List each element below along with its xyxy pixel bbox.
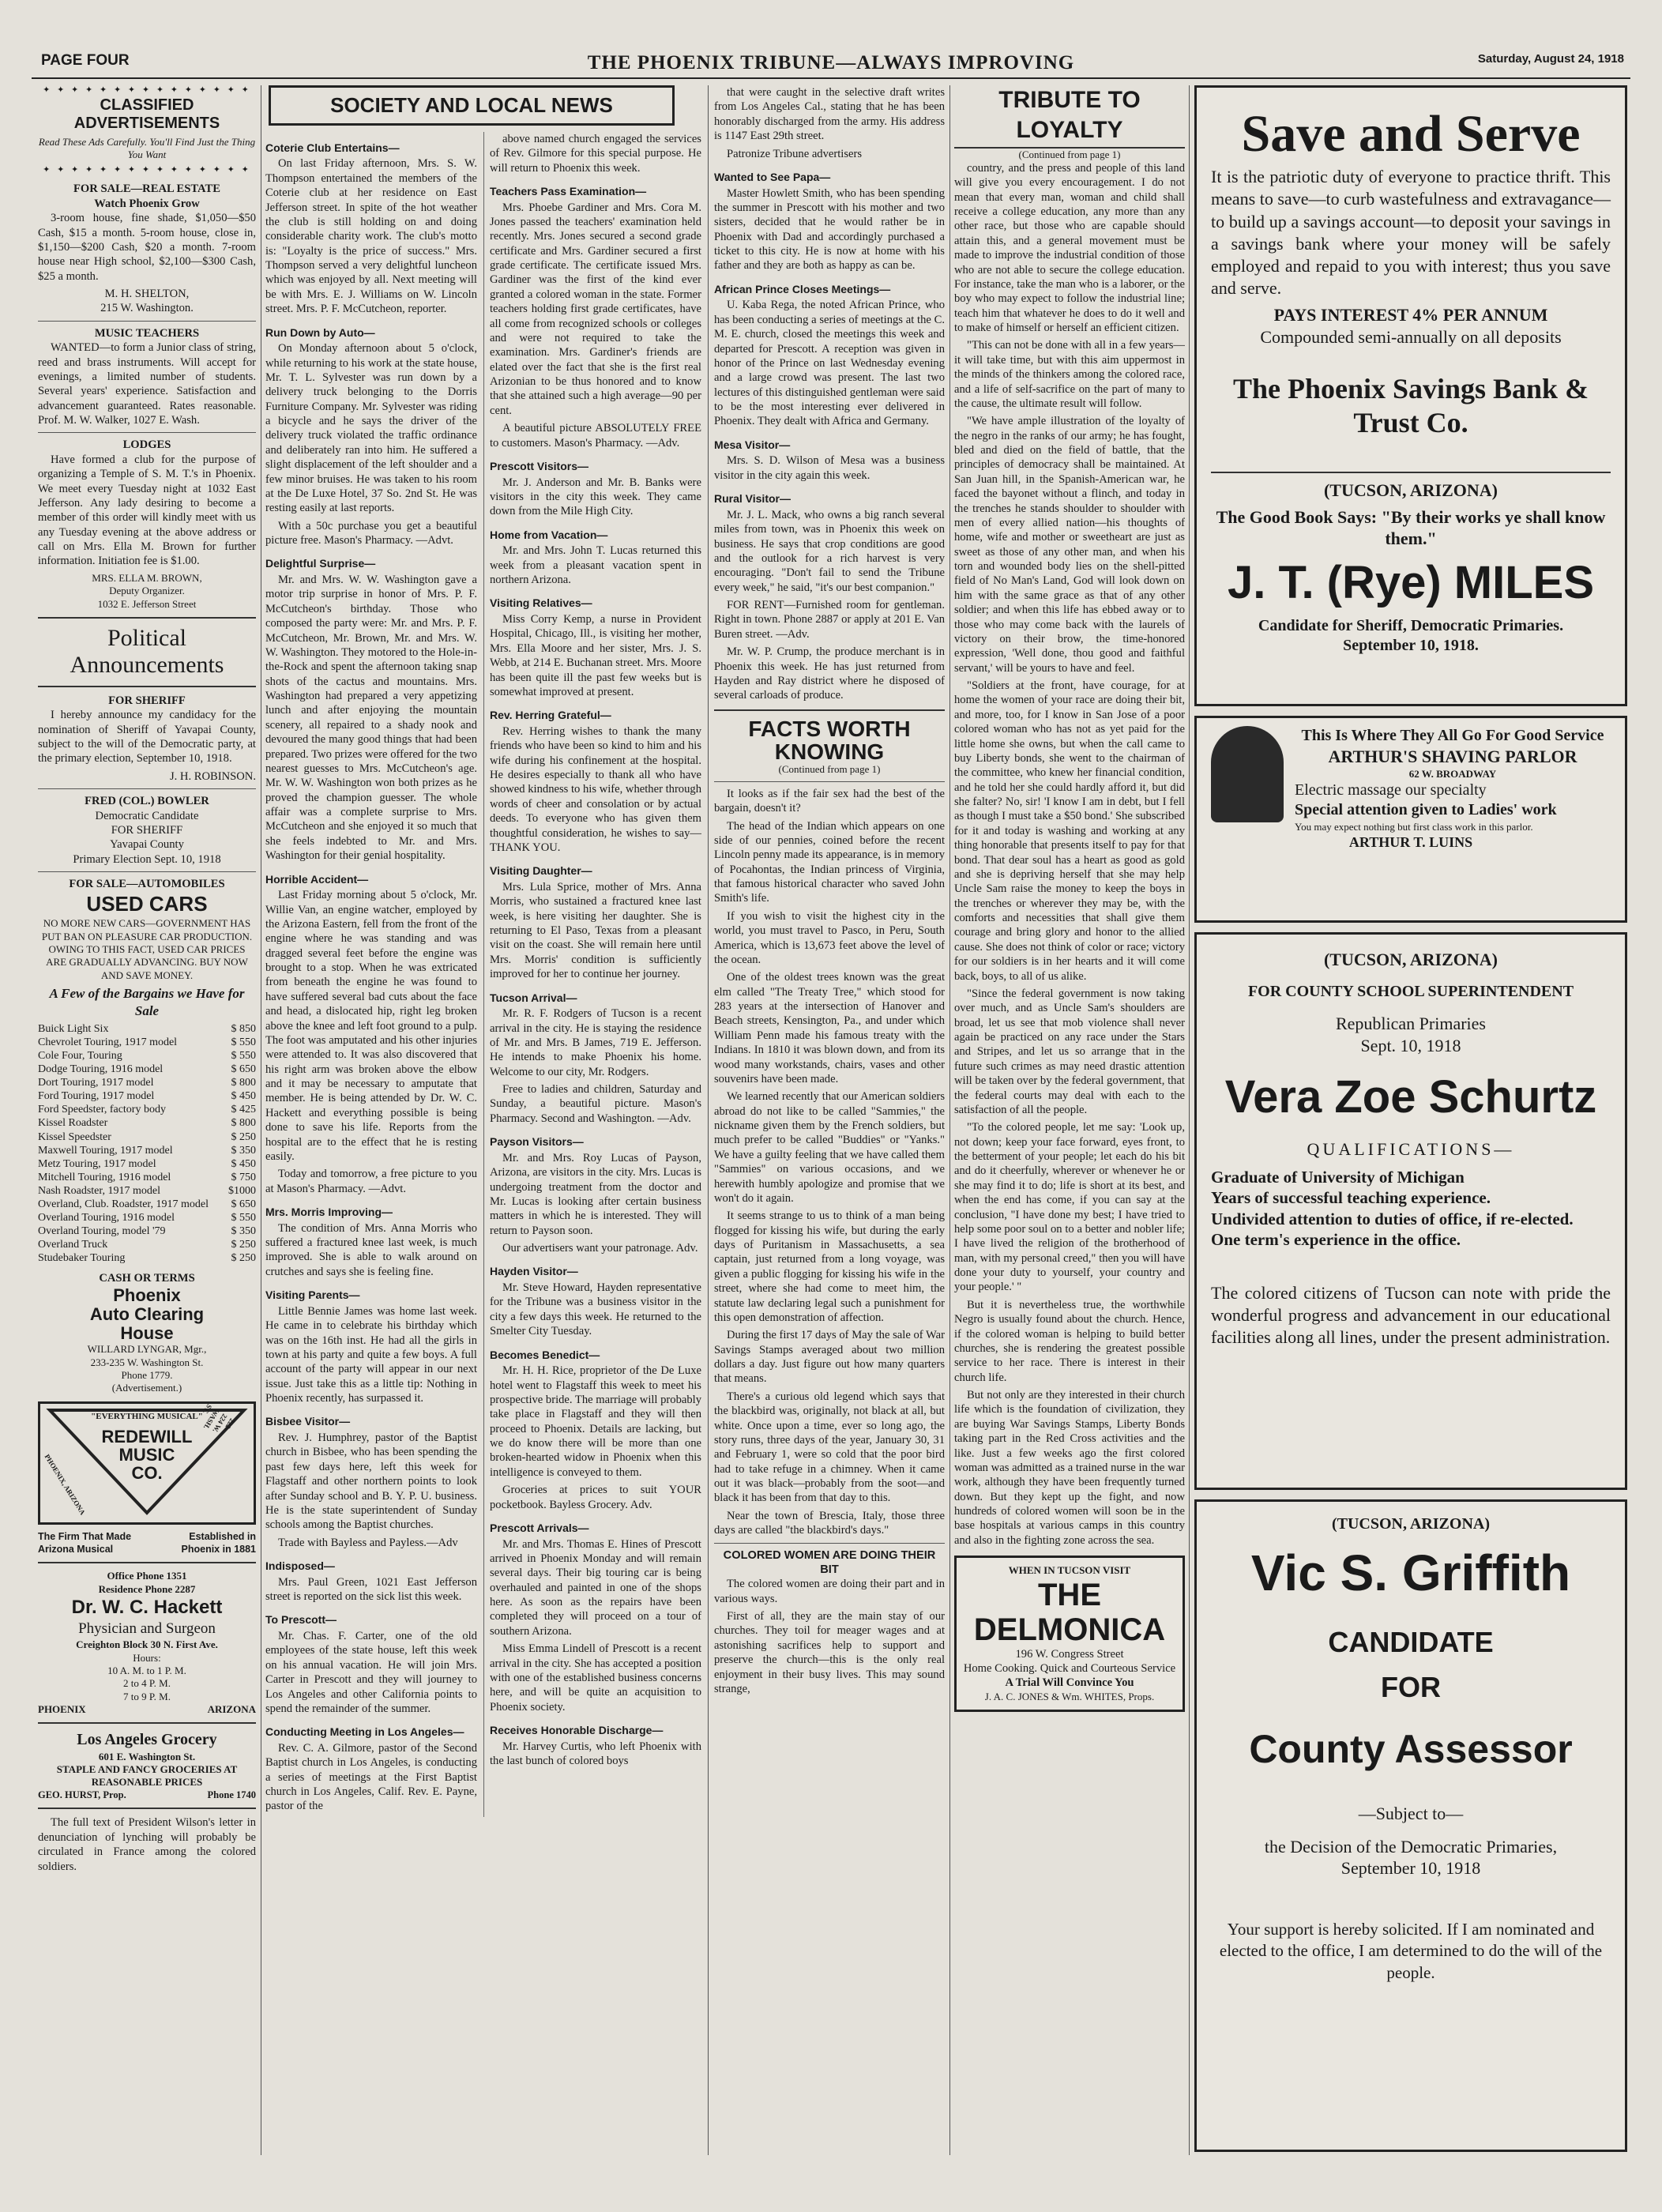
car-price: $ 250 [231,1239,256,1251]
car-name: Overland Touring, model '79 [38,1225,166,1238]
save-body: It is the patriotic duty of everyone to practice thrift. This means to save—to curb wastefulness and extravagance—to build up a savings account—to deposit your savings in a savings bank where your money will be safely employed and repaid to you with interest; thus you save and serve. [1211,167,1611,299]
delmonica-name: THE DELMONICA [973,1577,1166,1647]
society-headline: Visiting Parents— [265,1288,360,1302]
music-body: WANTED—to form a Junior class of string, reed and brass instruments. Will accept for evenings, a limited number of students. Several years' experience. Satisfaction and advancement guaranteed. Rates reasonable. Prof. M. W. Walker, 1027 E. Wash. [38,341,256,427]
fact-paragraph: During the first 17 days of May the sale of War Savings Stamps averaged about two million dollars a day. Just figure out how many quarters that means. [714,1329,945,1386]
vera-q: Graduate of University of Michigan [1211,1167,1465,1187]
bowler-line: FRED (COL.) BOWLER [85,795,209,808]
society-paragraph: Mr. J. Anderson and Mr. B. Banks were visitors in the city this week. They came down from the Mile High City. [490,476,701,518]
newspaper-title: THE PHOENIX TRIBUNE—ALWAYS IMPROVING [587,52,1075,73]
redewill-right: 222-224 W. WASH. ST. [201,1402,236,1434]
delmonica-ad [954,1556,1185,1712]
news-paragraph: U. Kaba Rega, the noted African Prince, who has been conducting a series of meetings at the C. M. E. church, closed the meetings this week and departed for Prescott. A reception was given in honor of the Prince on last Wednesday evening and a large crowd was present. The last two lectures of this distinguished gentleman were said to be the most interesting ever delivered in Phoenix. They dealt with Africa and Germany. [714,299,945,428]
realestate-sub: Watch Phoenix Grow [94,197,200,210]
society-headline: Bisbee Visitor— [265,1415,351,1428]
society-paragraph: Mrs. Lula Sprice, mother of Mrs. Anna Morris, who sustained a fractured knee last week, is here visiting her daughter. She is returning to El Paso, Texas from a pleasant visit on the coast. She will remain here until Mrs. Morris' condition is sufficiently improved for her to continue her journey. [490,880,701,981]
hackett-phone: Office Phone 1351 [107,1570,187,1582]
masthead [32,49,1630,79]
hackett-phone: Residence Phone 2287 [98,1582,196,1595]
car-row [38,1063,256,1076]
tribute-paragraph: "To the colored people, let me say: 'Look up, not down; keep your face forward, eyes front, to the betterment of your people; let each do his bit and do it cheerfully, wherever or whenever he or she may find it to do; life is short at its best, and when the end has come, if you can say at the conclusion, "I have done my best; I have tried to help some poor soul on to a better and nobler life; I have lived the religion of the brotherhood of man, with my personal creed," then you will have done your duty to yourself, your country and your people.' " [954,1121,1185,1294]
news-headline: African Prince Closes Meetings— [714,282,891,295]
tribute-title: TRIBUTE TO LOYALTY [954,85,1185,149]
car-price: $ 650 [231,1063,256,1076]
save-title: Save and Serve [1241,105,1581,163]
autos-head: FOR SALE—AUTOMOBILES [69,878,225,891]
society-paragraph: Last Friday morning about 5 o'clock, Mr. Willie Van, an engine watcher, employed by the Arizona Eastern, fell from the front of the engine where he was standing and was dragged several feet before the engine was brought to a stop. When he was extricated from beneath the engine he was found to have suffered several bad cuts about the face and head, a dislocated hip, right leg broken above the knee and left foot ground to a pulp. The foot was amputated and his other injuries were attended to. It was also discovered that his right arm was broken above the elbow and it may be necessary to amputate that member. He is being attended by Dr. W. C. Hackett and everything possible is being done to save his life. Reports from the hospital are to the effect that he is resting easily. [265,889,477,1163]
lodges-sign: 1032 E. Jefferson Street [97,597,197,610]
clearing-phone: Phone 1779. [121,1369,173,1381]
society-headline: Mrs. Morris Improving— [265,1206,393,1218]
car-name: Dort Touring, 1917 model [38,1077,154,1089]
news-headline: Wanted to See Papa— [714,170,831,183]
vera-party: Republican Primaries [1335,1013,1486,1033]
society-paragraph: Rev. Herring wishes to thank the many friends who have been so kind to him and his wife during his confinement at the hospital. He desires especially to thank all who have showed kindness to his wife, whether through words of cheer and consolation or by actual deeds. To everyone who has given them thoughtful consideration, he wishes to say—THANK YOU. [490,724,701,854]
car-price: $ 350 [231,1144,256,1157]
lodges-head: LODGES [122,438,171,452]
society-paragraph: Mr. Chas. F. Carter, one of the old employees of the state house, left this week on his annual vacation. He will join Mrs. Carter in Prescott and they will journey to Los Angeles and other California points to spend the remainder of the summer. [265,1630,477,1715]
news-paragraph: Master Howlett Smith, who has been spending the summer in Prescott with his mother and two sisters, decided that he would rather be in Phoenix with Dad and accordingly purchased a ticket to this city. He is now at home with his father and they are both as happy as can be. [714,186,945,273]
car-row [38,1224,256,1238]
fact-paragraph: One of the oldest trees known was the great elm called "The Treaty Tree," which stood for 283 years at the intersection of Hanover and Beach streets, Kensington, Pa., and under which William Penn made his famous treaty with the Indians. In 1810 it was blown down, and from its wood many workstands, chairs, vases and other souvenirs have been made. [714,971,945,1085]
vic-support: Your support is hereby solicited. If I am nominated and elected to the office, I am determined to do the will of the people. [1219,1920,1603,1982]
society-paragraph: Mr. and Mrs. John T. Lucas returned this week from a pleasant vacation spent in northern Arizona. [490,544,701,586]
women-article [714,1577,945,1696]
grocery-addr: 601 E. Washington St. [98,1750,196,1762]
women-paragraph: First of all, they are the main stay of our churches. They toil for meager wages and at astonishing sacrifices help to support and preserve the church—this is the only real enjoyment in their busy lives. This may sound strange, [714,1610,945,1695]
arthur-line: You may expect nothing but first class work in this parlor. [1295,820,1533,833]
redewill-est: Established in Phoenix in 1881 [181,1530,256,1555]
society-headline: Payson Visitors— [490,1135,584,1149]
fact-paragraph: We learned recently that our American soldiers abroad do not like to be called "Sammies," the nickname given them by the French soldiers, but much prefer to be called "Buddies" or "Yanks." We have a guilty feeling that we have called them "Sammies" on various occasions, and we herewith humbly apologize and promise that we won't do it again. [714,1090,945,1205]
realestate-sign: 215 W. Washington. [100,302,194,315]
bowler-line: Yavapai County [110,838,184,852]
bowler-line: FOR SHERIFF [111,823,183,837]
news-items [714,85,945,703]
society-paragraph: Mr. Steve Howard, Hayden representative for the Tribune was a business visitor in the city a few days this week. He returned to the Smelter City Tuesday. [490,1281,701,1338]
society-paragraph: Rev. J. Humphrey, pastor of the Baptist church in Bisbee, who has been spending the past few days here, left this week for Flagstaff and other northern points to look after Sunday school and B. Y. P. U. business. He is the state superintendent of Sunday schools among the Baptist churches. [265,1431,477,1532]
clearing-adv: (Advertisement.) [111,1382,182,1394]
society-headline: Conducting Meeting in Los Angeles— [265,1725,464,1739]
delmonica-addr: 196 W. Congress Street [1015,1647,1124,1661]
society-paragraph: Mr. and Mrs. Roy Lucas of Payson, Arizona, are visitors in the city. Mrs. Lucas is undergoing treatment from the doctor and Mr. Lucas is looking after certain business matters in which he is interested. They will return to Payson soon. [490,1151,701,1237]
car-price-list [38,1022,256,1265]
news-paragraph: Mr. W. P. Crump, the produce merchant is in Phoenix this week. He has just returned from Hayden and Ray district where he disposed of several carloads of produce. [714,645,945,702]
vera-q: Years of successful teaching experience. [1211,1188,1491,1208]
classified-title: CLASSIFIED ADVERTISEMENTS [73,96,220,132]
car-price: $ 250 [231,1252,256,1265]
women-paragraph: The colored women are doing their part and in various ways. [714,1578,945,1605]
car-price: $ 750 [231,1171,256,1183]
car-name: Kissel Speedster [38,1130,111,1143]
car-price: $ 250 [231,1130,256,1143]
society-left-column [265,132,477,1817]
redewill-firm: The Firm That Made Arizona Musical [38,1530,132,1555]
delmonica-when: WHEN IN TUCSON VISIT [1008,1564,1131,1577]
miles-date: September 10, 1918. [1343,637,1479,655]
clearing-name: Phoenix [113,1285,181,1305]
column-news [714,85,945,2155]
society-paragraph: A beautiful picture ABSOLUTELY FREE to customers. Mason's Pharmacy. —Adv. [490,422,701,450]
car-row [38,1130,256,1144]
arthur-sign: ARTHUR T. LUINS [1348,834,1473,851]
clearing-name: House [120,1323,174,1344]
column-society [265,85,701,2155]
delmonica-props: J. A. C. JONES & Wm. WHITES, Props. [984,1690,1155,1702]
delmonica-tag: Home Cooking. Quick and Courteous Service [963,1661,1176,1675]
column-rule [949,85,950,2155]
column-classifieds [38,85,256,2155]
vic-decision: the Decision of the Democratic Primaries, September 10, 1918 [1264,1836,1558,1879]
society-headline: To Prescott— [265,1613,337,1627]
vic-name: Vic S. Griffith [1250,1544,1571,1602]
car-row [38,1049,256,1063]
car-name: Buick Light Six [38,1022,109,1035]
column-ads [1194,85,1627,2155]
society-headline: Becomes Benedict— [490,1348,600,1361]
car-price: $ 800 [231,1117,256,1130]
car-row [38,1103,256,1116]
society-paragraph: Today and tomorrow, a free picture to you at Mason's Pharmacy. —Advt. [265,1168,477,1195]
tribute-sub: (Continued from page 1) [1018,148,1121,160]
society-paragraph: above named church engaged the services of Rev. Gilmore for this special purpose. He will return to Phoenix this week. [490,132,701,175]
society-paragraph: Our advertisers want your patronage. Adv. [502,1242,698,1255]
society-paragraph: The condition of Mrs. Anna Morris who suffered a fractured knee last week, is much improved. She is able to walk around on crutches and says she is feeling fine. [265,1221,477,1278]
usedcars-title: USED CARS [86,892,208,916]
news-paragraph: Mrs. S. D. Wilson of Mesa was a business visitor in the city again this week. [714,454,945,482]
tribute-paragraph: "We have ample illustration of the loyalty of the negro in the ranks of our army; he has fought, bled and died on the field of battle, that the principles of democracy shall be maintained. At San Juan hill, in the Spanish-American war, he faced the bayonet without a flinch, and today in the trenches he stands shoulder to shoulder with men of every allied nation—his thoughts of home, wife and mother or sweetheart are just as sweet as those of any other man, and when his torn and wounded body lies on the shell-pitted field of No Man's Land, God will look down on him with the same grace as that of any other soldier; and when this life has ebbed away or to those who may come back with the laurels of victory on their brow, the time-honored expression, 'Well done, thou good and faithful servant,' will be yours to have and feel. [954,415,1185,675]
car-row [38,1198,256,1211]
save-comp: Compounded semi-annually on all deposits [1260,326,1562,347]
hackett-state: ARIZONA [207,1703,256,1716]
grocery-name: Los Angeles Grocery [77,1731,217,1749]
car-row [38,1089,256,1103]
society-paragraph: Groceries at prices to suit YOUR pocketbook. Bayless Grocery. Adv. [490,1484,701,1511]
grocery-phone: Phone 1740 [207,1789,256,1800]
grocery-line: STAPLE AND FANCY GROCERIES AT REASONABLE PRICES [56,1762,238,1789]
column-rule [708,85,709,2155]
car-name: Kissel Roadster [38,1117,108,1130]
vera-q: One term's experience in the office. [1211,1230,1461,1250]
clearing-mgr: WILLARD LYNGAR, Mgr., [87,1343,207,1356]
news-paragraph: Mr. J. L. Mack, who owns a big ranch several miles from town, was in Phoenix this week on business. He says that crop conditions are good and the outlook for a rich harvest is very encouraging. "Don't fail to send the Tribune every week," he said, "it's our best companion." [714,508,945,594]
save-interest: PAYS INTEREST 4% PER ANNUM [1273,305,1548,325]
vera-qual: QUALIFICATIONS— [1307,1139,1515,1160]
society-paragraph: Rev. C. A. Gilmore, pastor of the Second Baptist church in Los Angeles, is conducting a series of meetings at the First Baptist church in Los Angeles, Calif. Rev. E. Payne, pastor of the [265,1741,477,1813]
society-headline: Horrible Accident— [265,872,369,886]
vera-pride: The colored citizens of Tucson can note with pride the wonderful progress and advancement in our educational facilities along all lines, under the present administration. [1211,1282,1611,1347]
car-name: Chevrolet Touring, 1917 model [38,1036,178,1048]
society-paragraph: Miss Corry Kemp, a nurse in Provident Hospital, Chicago, Ill., is visiting her mother, Mrs. Ella Moore and her sister, Mrs. J. S. Webb, at 214 E. Buchanan street. Mrs. Moore has been quite ill the past few weeks but is somewhat improved at present. [490,613,701,698]
vera-schurtz-ad [1194,932,1627,1490]
car-price: $ 450 [231,1157,256,1170]
miles-loc: (TUCSON, ARIZONA) [1323,480,1498,501]
redewill-top: "EVERYTHING MUSICAL" [91,1411,203,1421]
arthur-head: This Is Where They All Go For Good Service [1301,727,1604,744]
car-name: Cole Four, Touring [38,1050,122,1063]
redewill-name: MUSIC [118,1444,175,1465]
lodges-sign: Deputy Organizer. [109,585,185,597]
news-paragraph: that were caught in the selective draft writes from Los Angeles Cal., stating that he has been honorably discharged from the army. His address is 1147 East 29th street. [714,86,945,143]
car-name: Metz Touring, 1917 model [38,1157,156,1170]
vic-office: County Assessor [1249,1726,1573,1771]
arthur-addr: 62 W. BROADWAY [1408,767,1497,780]
car-price: $ 550 [231,1050,256,1063]
vera-loc: (TUCSON, ARIZONA) [1323,950,1498,969]
car-row [38,1251,256,1265]
car-name: Overland, Club. Roadster, 1917 model [38,1198,209,1210]
vic-subject: —Subject to— [1358,1803,1464,1823]
news-paragraph: Patronize Tribune advertisers [727,147,863,160]
grocery-prop: GEO. HURST, Prop. [38,1789,126,1800]
bowler-line: Primary Election Sept. 10, 1918 [73,852,221,866]
arthur-name: ARTHUR'S SHAVING PARLOR [1328,747,1577,767]
society-headline: Run Down by Auto— [265,325,375,339]
car-price: $ 350 [231,1225,256,1238]
car-name: Studebaker Touring [38,1252,126,1265]
society-paragraph: Mrs. Paul Green, 1021 East Jefferson street is reported on the sick list this week. [265,1575,477,1603]
miles-quote: The Good Book Says: "By their works ye shall know them." [1216,506,1606,549]
car-price: $ 850 [231,1022,256,1035]
fact-paragraph: If you wish to visit the highest city in the world, you must travel to Pasco, in Peru, South America, which is 13,673 feet above the level of the ocean. [714,909,945,966]
bargains-title: A Few of the Bargains we Have for Sale [49,986,245,1018]
society-headline: Receives Honorable Discharge— [490,1724,664,1736]
music-head: MUSIC TEACHERS [94,326,200,340]
society-paragraph: Mr. R. F. Rodgers of Tucson is a recent arrival in the city. He is staying the residence of Mr. and Mrs. B James, 719 E. Jefferson. He intends to make Phoenix his home. Welcome to our city, Mr. Rodgers. [490,1007,701,1078]
tribute-paragraph: country, and the press and people of this land will give you every encouragement. I do not mean that every man, woman and child shall receive a college education, any more than any other race, but those who are capable should attain this, and a general movement must be made to improve the industrial condition of those who are not able to secure the college education. For instance, take the man who is a laborer, or the boy who may expect to follow the industrial line; teach him that whatever he does to do it well and to make of himself or herself an efficient citizen. [954,161,1185,335]
society-paragraph: Mr. Harvey Curtis, who left Phoenix with the last bunch of colored boys [490,1740,701,1767]
clearing-addr: 233-235 W. Washington St. [90,1356,204,1368]
facts-title: FACTS WORTH KNOWING [748,716,911,765]
society-headline: Visiting Daughter— [490,864,592,878]
vera-q: Undivided attention to duties of office, if re-elected. [1211,1209,1574,1228]
redewill-name: REDEWILL [101,1426,193,1446]
car-row [38,1157,256,1171]
page-number: PAGE FOUR [41,52,130,69]
redewill-ad [38,1401,256,1525]
tribute-article [954,161,1185,1548]
hackett-hours: 10 A. M. to 1 P. M. [107,1664,186,1676]
society-paragraph: Mr. and Mrs. W. W. Washington gave a motor trip surprise in honor of Mrs. P. F. McCutcheon's birthday. Those who composed the party were: Mr. and Mrs. P. F. McCutcheon, Mr. Brown, Mr. and Mrs. W. W. Washington. They motored to the Hole-in-the-Rock and spent the afternoon taking snap shots of the cactus and mountains. Mrs. Washington had prepared a very appetizing lunch and after enjoying the mountain scenery, all repaired to a shady nook and devoured the many good things that had been prepared. Two prizes were offered for the two nearest guesses to Mrs. McCutcheon's age. Mr. W. W. Washington won both prizes as he proved the champion guesser. The whole affair was a complete surprise to Mrs. McCutcheon and she enjoyed it so much that she feels indebted to Mr. and Mrs. Washington for their genial hospitality. [265,574,477,863]
bowler-line: Democratic Candidate [95,809,199,822]
fact-paragraph: It looks as if the fair sex had the best of the bargain, doesn't it? [714,787,945,815]
society-headline: Home from Vacation— [490,528,608,541]
car-row [38,1022,256,1036]
realestate-head: FOR SALE—REAL ESTATE [73,182,220,196]
column-rule [1189,85,1190,2155]
issue-date: Saturday, August 24, 1918 [1477,52,1624,66]
car-name: Dodge Touring, 1916 model [38,1063,164,1076]
star-border: ✦ ✦ ✦ ✦ ✦ ✦ ✦ ✦ ✦ ✦ ✦ ✦ ✦ ✦ ✦ [43,85,251,95]
vic-for: FOR [1381,1670,1441,1703]
hackett-hours: 2 to 4 P. M. [123,1677,171,1690]
car-name: Ford Speedster, factory body [38,1104,166,1116]
tribute-paragraph: "Since the federal government is now taking over much, and as Uncle Sam's shoulders are broad, let us see that mob violence shall never again be practiced on any race under the Stars and Stripes, and let us so arrange that in the future such crimes as may need drastic attention will be taken over by the federal government, that the federal courts may deal with each to the satisfaction of all the people. [954,987,1185,1116]
society-headline: Indisposed— [265,1559,335,1572]
fact-paragraph: It seems strange to us to think of a man being flogged for kissing his wife, but during the early days of Puritanism in Massachusetts, a sea captain, just returned from a long voyage, was given a public flogging for kissing his wife in the street, where she had come to meet him, the statute law declaring legal such a punishment for this open demonstration of affection. [714,1209,945,1324]
car-row [38,1036,256,1049]
car-name: Overland Truck [38,1239,108,1251]
society-paragraph: Little Bennie James was home last week. He came in to celebrate his birthday which was on the 16th inst. He had all the girls in town at his party and quite a few boys. A full account of the party will appear in our next issue. Just take this as a little tip: Nothing in Phoenix recently, has surpassed it. [265,1304,477,1405]
miles-name: J. T. (Rye) MILES [1227,557,1595,609]
society-headline: Delightful Surprise— [265,557,376,570]
tribute-paragraph: But it is nevertheless true, the worthwhile Negro is usually found about the church. Hence, if the colored woman is helping to build better churches, she is rendering the greatest possible service to her race. There is interest in their church life. [954,1298,1185,1384]
society-paragraph: Mrs. Phoebe Gardiner and Mrs. Cora M. Jones passed the teachers' examination held recently. Mrs. Jones secured a second grade certificate and Mrs. Gardiner secured a first grade certificate. The certificate issued Mrs. Gardiner was the first of the kind ever granted a colored woman in the state. Former teachers holding first grade certificates, have all come from recognized schools or colleges and were not required to take the examination. Mrs. Gardiner's friends are elated over the fact that she is the first real Arizonian to be thus honored and to know that she attained such a high average—90 per cent. [490,201,701,417]
society-paragraph: On last Friday afternoon, Mrs. S. W. Thompson entertained the members of the Coterie club at her residence on East Jefferson street. In spite of the hot weather the club is still holding on and doing considerable charity work. The club's motto is: "Loyalty is the price of success." Mrs. Thompson served a very delightful luncheon which was enjoyed by all. Next meeting will be with Mrs. E. J. Williams on W. Lincoln street. Mrs. P. F. McCutcheon, reporter. [265,157,477,316]
hackett-addr: Creighton Block 30 N. First Ave. [76,1638,218,1651]
political-title: Political Announcements [70,624,224,679]
car-price: $ 800 [231,1077,256,1089]
fact-paragraph: There's a curious old legend which says that the blackbird was, originally, not black at all, but white. Once upon a time, ever so long ago, the story runs, three days of the year, January 30, 31 and February 1, were so cold that the poor bird had to take refuge in a chimney. When it came out it was black—probably from the soot—and black it has been from that day to this. [714,1390,945,1505]
car-price: $ 550 [231,1036,256,1048]
society-paragraph: With a 50c purchase you get a beautiful picture free. Mason's Pharmacy. —Advt. [265,519,477,547]
sheriff-body: I hereby announce my candidacy for the nomination of Sheriff of Yavapai County, subject to the will of the Democratic party, at the primary election, September 10, 1918. [38,709,256,766]
car-row [38,1211,256,1224]
car-name: Mitchell Touring, 1916 model [38,1171,171,1183]
realestate-body: 3-room house, fine shade, $1,050—$50 Cash, $15 a month. 5-room house, close in, $1,150—$200 Cash, $20 a month. 7-room house near High school, $2,100—$300 Cash, $25 a month. [38,212,256,283]
society-headline: Prescott Visitors— [490,459,589,472]
car-row [38,1171,256,1184]
car-price: $ 450 [231,1090,256,1103]
car-price: $ 425 [231,1104,256,1116]
tribute-paragraph: But not only are they interested in their church life which is the foundation of civilization, they are buying War Savings Stamps, Liberty Bonds taking part in the Red Cross activities and the like. Just a few weeks ago the first colored woman was admitted as a trained nurse in the war work, although they have been frequently turned down. But they kept up the fight, and now hundreds of colored women will soon be in the base hospitals at various camps in this country and also in the fighting zone across the sea. [954,1389,1185,1547]
realestate-sign: M. H. SHELTON, [104,288,190,301]
society-headline: Hayden Visitor— [490,1265,578,1278]
society-paragraph: Miss Emma Lindell of Prescott is a recent arrival in the city. She has accepted a position with one of the established business concerns here, and will be quite an acquisition to Phoenix society. [490,1642,701,1714]
column-tribute [954,85,1185,2155]
classified-sub: Read These Ads Carefully. You'll Find Just the Thing You Want [38,135,256,161]
hackett-hours: Hours: [133,1651,161,1664]
society-right-column [490,132,701,1817]
column-rule [483,132,484,1817]
society-headline: Visiting Relatives— [490,596,592,610]
women-title: COLORED WOMEN ARE DOING THEIR BIT [723,1548,936,1576]
redewill-left: PHOENIX, ARIZONA [43,1452,87,1517]
car-row [38,1076,256,1089]
hackett-name: Dr. W. C. Hackett [71,1597,223,1618]
hackett-city: PHOENIX [38,1703,86,1716]
redewill-name: CO. [131,1462,163,1483]
vera-date: Sept. 10, 1918 [1360,1035,1461,1055]
clearing-name: Auto Clearing [89,1304,205,1324]
society-paragraph: Free to ladies and children, Saturday and Sunday, a beautiful picture. Mason's Pharmacy. Second and Washington. —Adv. [490,1083,701,1125]
society-paragraph: Trade with Bayless and Payless.—Adv [278,1536,458,1549]
shaving-parlor-ad [1194,716,1627,923]
sheriff-sign: J. H. ROBINSON. [169,769,256,783]
delmonica-trial: A Trial Will Convince You [1005,1676,1134,1690]
star-border: ✦ ✦ ✦ ✦ ✦ ✦ ✦ ✦ ✦ ✦ ✦ ✦ ✦ ✦ ✦ [43,164,251,175]
fact-paragraph: Near the town of Brescia, Italy, those three days are called "the blackbird's days." [714,1509,945,1537]
portrait-photo [1211,726,1284,822]
society-headline: Tucson Arrival— [490,991,577,1004]
society-headline: Prescott Arrivals— [490,1521,589,1534]
news-paragraph: FOR RENT—Furnished room for gentleman. Right in town. Phone 2887 or apply at 201 E. Van Buren street. —Adv. [714,599,945,641]
lodges-sign: MRS. ELLA M. BROWN, [92,571,202,584]
arthur-line: Electric massage our specialty [1295,781,1487,799]
society-headline: Coterie Club Entertains— [265,141,400,154]
car-name: Ford Touring, 1917 model [38,1090,155,1103]
facts-list [714,787,945,1538]
car-row [38,1116,256,1130]
fact-paragraph: The head of the Indian which appears on one side of our pennies, coined before the recent Lincoln penny made its appearance, is in memory of Pocahontas, the Indian princess of Virginia, that famous historical character who saved John Smith's life. [714,819,945,905]
vera-name: Vera Zoe Schurtz [1224,1071,1597,1123]
news-headline: Mesa Visitor— [714,438,791,451]
wilson-note: The full text of President Wilson's letter in denunciation of lynching will probably be circulated in France among the colored soldiers. [38,1816,256,1873]
tribute-paragraph: "Soldiers at the front, have courage, for at home the women of your race are doing their bit, and more, too, for I know in San Jose of a poor colored woman who has not as yet paid for the little home she owns, but when the call came to buy Liberty bonds, she went to the chairman of the committee, who knew her financial condition, and he told her she could hardly afford it, but did she falter? No, sir! 'I know I am in debt, but I fell as though I must take a $50 bond.' She subscribed for it and today is washing and working at any thing honorable that presents itself to pay for that bond. That dear soul has a heart as good as gold and she is depriving herself that she may help Uncle Sam raise the money to keep the boys in the trenches or wherever they may be, with the comforts and necessities that shall give them courage and bring glory and honor to the allied cause. She does not think of color or race; victory for our soldiers is in her hearts and it will come back, boys, to all of us alike. [954,679,1185,983]
car-name: Overland Touring, 1916 model [38,1212,175,1224]
vic-cand: CANDIDATE [1328,1625,1494,1658]
car-price: $1000 [228,1184,256,1197]
society-paragraph: Mr. and Mrs. Thomas E. Hines of Prescott arrived in Phoenix Monday and will remain several days. Their big touring car is being overhauled and painted in one of the shops here. As soon as the repairs have been completed they will proceed on a tour of southern Arizona. [490,1537,701,1638]
hackett-title: Physician and Surgeon [78,1620,216,1638]
savings-bank-ad [1194,85,1627,706]
miles-cand: Candidate for Sheriff, Democratic Primaries. [1258,617,1564,634]
news-headline: Rural Visitor— [714,492,791,506]
car-row [38,1238,256,1251]
vic-loc: (TUCSON, ARIZONA) [1331,1515,1491,1533]
vic-griffith-ad [1194,1499,1627,2152]
usedcars-body: NO MORE NEW CARS—GOVERNMENT HAS PUT BAN ON PLEASURE CAR PRODUCTION. OWING TO THIS FACT, USED CAR PRICES ARE GRADUALLY ADVANCING. BUY NOW AND SAVE MONEY. [41,917,253,981]
sheriff-head: FOR SHERIFF [108,694,186,707]
society-paragraph: On Monday afternoon about 5 o'clock, while returning to his work at the state house, Mr. T. L. Sylvester was run down by a delivery truck belonging to the Dorris Furniture Company. Mr. Sylvester was riding a bicycle and he says the driver of the delivery truck violated the traffic ordinance and deliberately ran into him. He suffered a slight displacement of the left shoulder and a few minor bruises. He was taken to his room at the De Luxe Hotel, 37 So. 2nd St. He was resting easily at last reports. [265,342,477,515]
society-headline: Teachers Pass Examination— [490,184,647,198]
car-row [38,1144,256,1157]
hackett-hours: 7 to 9 P. M. [123,1690,171,1702]
car-row [38,1184,256,1198]
society-headline: Rev. Herring Grateful— [490,709,611,722]
facts-sub: (Continued from page 1) [778,763,881,776]
society-paragraph: Mr. H. H. Rice, proprietor of the De Luxe hotel went to Flagstaff this week to meet his prospective bride. The marriage will probably take place in Flagstaff and they will then proceed to Phoenix. Details are lacking, but we do know there will be more than one broken-hearted widow in Phoenix when this intelligence is conveyed to them. [490,1364,701,1479]
cash-terms: CASH OR TERMS [99,1272,195,1285]
car-name: Maxwell Touring, 1917 model [38,1144,173,1157]
bank-name: The Phoenix Savings Bank & Trust Co. [1232,372,1589,438]
vera-office: FOR COUNTY SCHOOL SUPERINTENDENT [1247,982,1574,1000]
car-price: $ 550 [231,1212,256,1224]
arthur-line: Special attention given to Ladies' work [1295,801,1557,819]
lodges-body: Have formed a club for the purpose of organizing a Temple of S. M. T.'s in Phoenix. We meet every Tuesday night at 1032 East Jefferson. Any lady desiring to become a member of this order will kindly meet with us any Tuesday evening at the above address or call on Mrs. Ella M. Brown for further information. Initiation fee is $1.00. [38,453,256,568]
society-title: SOCIETY AND LOCAL NEWS [269,85,675,126]
car-name: Nash Roadster, 1917 model [38,1184,160,1197]
car-price: $ 650 [231,1198,256,1210]
tribute-paragraph: "This can not be done with all in a few years—it will take time, but with this aim uppermost in the minds of the thinkers among the colored race, and a life of self-sacrifice on the part of many to the cause, the ultimate result will follow. [954,339,1185,410]
